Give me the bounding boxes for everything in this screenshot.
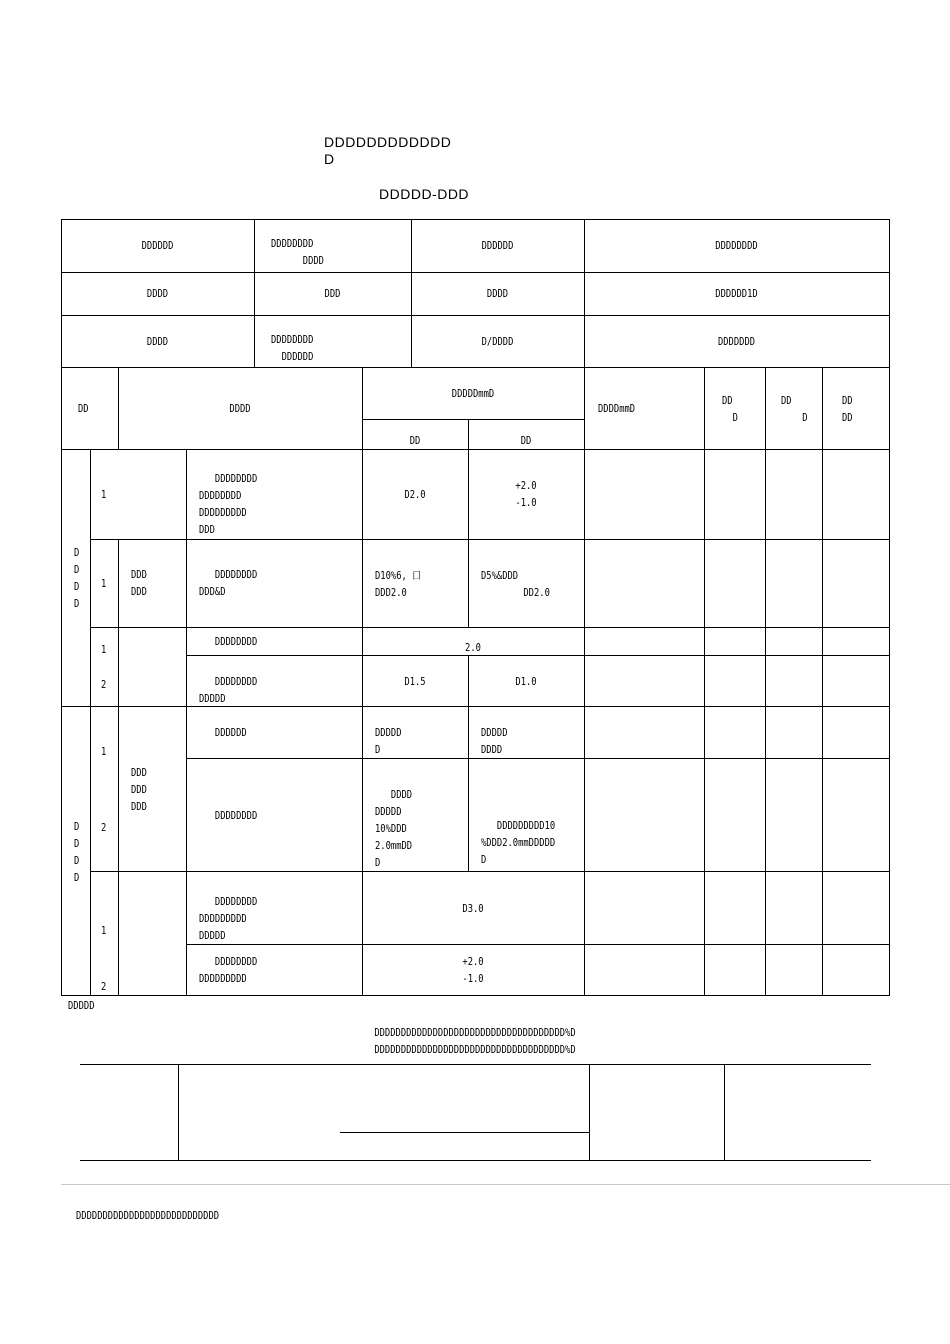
s1-row1-item: DDDDDDDD DDDDDDDD DDDDDDDDD DDD	[199, 472, 258, 536]
s1-row2-v2: D5%&DDD DD2.0	[481, 569, 550, 599]
s2-row2-v2: DDDDDDDDD10 %DDD2.0mmDDDDD D	[481, 819, 556, 866]
info-label-6: D/DDDD	[481, 335, 514, 348]
formula-text: DDDDDDDDDDDDDDDDDDDDDDDDDDDDDDDDDDDD%D DDDDDDDDDDDDDDDDDDDDDDDDDDDDDDDDDDDD%D	[374, 1026, 576, 1056]
bottom-text: DDDDDDDDDDDDDDDDDDDDDDDDDDD	[76, 1209, 220, 1222]
s1-row1-v2: +2.0 -1.0	[515, 479, 537, 509]
header-col-b: DDDD	[229, 402, 251, 415]
s2-row3-merged: D3.0	[462, 902, 484, 915]
s1-row4-no: 2	[101, 678, 107, 691]
document-title: DDDDDDDDDDDD D	[324, 134, 452, 167]
s1-row4-v2: D1.0	[515, 675, 537, 688]
header-col-d: DD D	[722, 394, 738, 424]
info-label-5: DDDD	[146, 335, 169, 348]
info-value-4: DDDDDD1D	[715, 287, 758, 300]
info-label-2: DDDDDD	[481, 239, 514, 252]
s2-row3-item: DDDDDDDD DDDDDDDDD DDDDD	[199, 895, 258, 942]
info-value-6: DDDDDDD	[717, 335, 756, 348]
section-2-label: D D D D	[74, 820, 80, 884]
table-note: DDDDD	[68, 999, 95, 1012]
page-divider	[61, 1184, 950, 1185]
section-1-label: D D D D	[74, 546, 80, 610]
info-value-1: DDDDDDDD DDDD	[271, 237, 324, 267]
s2-row1-item: DDDDDD	[199, 726, 247, 739]
header-sub-1: DD	[409, 434, 421, 447]
s1-row4-item: DDDDDDDD DDDDD	[199, 675, 258, 705]
s1-row2-no: 1	[101, 577, 107, 590]
s2-row3-no: 1	[101, 924, 107, 937]
s1-row2-v1: D10%6, 口 DDD2.0	[375, 569, 421, 599]
document-subtitle: DDDDD-DDD	[379, 186, 470, 202]
header-col-a: DD	[78, 402, 89, 415]
info-value-3: DDD	[324, 287, 341, 300]
header-group: DDDDDmmD	[451, 387, 495, 400]
s1-row2-cat: DDD DDD	[131, 568, 147, 598]
s2-row1-no: 1	[101, 745, 107, 758]
s2-row4-item: DDDDDDDD DDDDDDDDD	[199, 955, 258, 985]
info-label-3: DDDD	[146, 287, 169, 300]
info-value-2: DDDDDDDD	[715, 239, 758, 252]
header-col-e: DD D	[781, 394, 808, 424]
s2-row1-v2: DDDDD DDDD	[481, 726, 508, 756]
header-sub-2: DD	[520, 434, 532, 447]
s2-row2-item: DDDDDDDD	[199, 809, 258, 822]
s2-row2-v1: DDDD DDDDD 10%DDD 2.0mmDD D	[375, 788, 413, 869]
s2-row4-no: 2	[101, 980, 107, 993]
info-value-5: DDDDDDDD DDDDDD	[271, 333, 314, 363]
s2-category: DDD DDD DDD	[131, 766, 147, 813]
header-col-f: DD DD	[842, 394, 853, 424]
s1-row1-no: 1	[101, 488, 107, 501]
s2-row1-v1: DDDDD D	[375, 726, 402, 756]
s1-row3-merged: 2.0	[465, 641, 481, 654]
s1-row4-v1: D1.5	[404, 675, 426, 688]
info-label-1: DDDDDD	[141, 239, 174, 252]
s1-row2-item: DDDDDDDD DDD&D	[199, 568, 258, 598]
s1-row1-v1: D2.0	[404, 488, 426, 501]
s2-row4-merged: +2.0 -1.0	[462, 955, 484, 985]
s2-row2-no: 2	[101, 821, 107, 834]
info-label-4: DDDD	[486, 287, 509, 300]
header-col-c: DDDDmmD	[598, 402, 636, 415]
s1-row3-item: DDDDDDDD	[199, 635, 258, 648]
s1-row3-no: 1	[101, 643, 107, 656]
